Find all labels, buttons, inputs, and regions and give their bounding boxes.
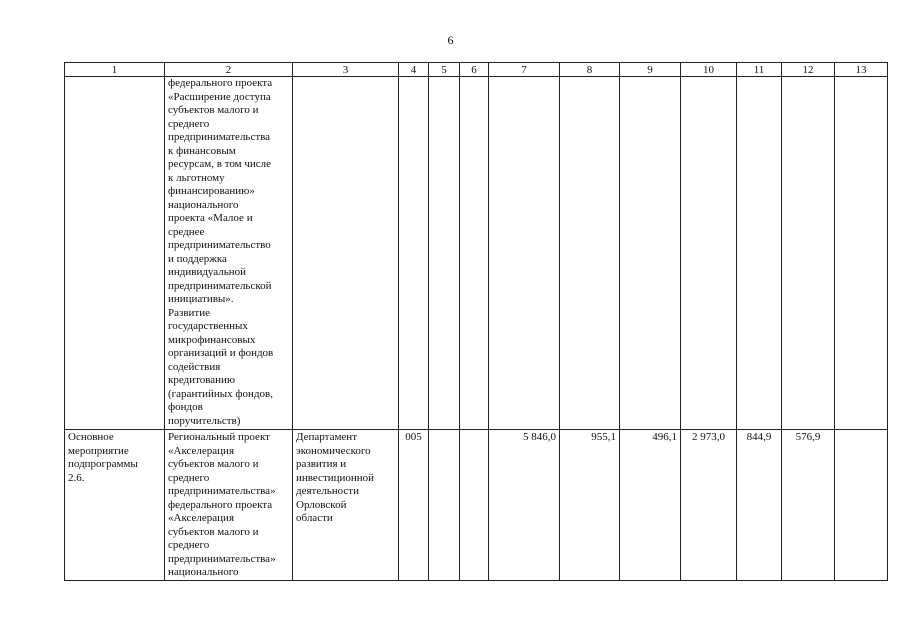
table-cell [293, 77, 399, 430]
header-cell: 5 [429, 63, 460, 77]
table-cell [835, 77, 888, 430]
header-cell: 10 [681, 63, 737, 77]
table-row [65, 77, 888, 430]
table-cell [429, 77, 460, 430]
header-cell: 6 [460, 63, 489, 77]
table-cell: 2 973,0 [681, 430, 737, 581]
table-row [65, 430, 888, 581]
table-cell [429, 430, 460, 581]
table-cell [681, 77, 737, 430]
table-cell [835, 430, 888, 581]
header-cell: 2 [165, 63, 293, 77]
header-cell: 13 [835, 63, 888, 77]
table-cell [560, 77, 620, 430]
header-cell: 11 [737, 63, 782, 77]
table-cell: Департамент экономического развития и инвестиционной деятельности Орловской области [293, 430, 399, 581]
table-cell: 5 846,0 [489, 430, 560, 581]
table-cell [620, 77, 681, 430]
table-cell: 844,9 [737, 430, 782, 581]
table-cell [399, 77, 429, 430]
page-number: 6 [447, 33, 454, 47]
table-cell [737, 77, 782, 430]
table-cell [782, 77, 835, 430]
table-cell: Региональный проект «Акселерация субъектов малого и среднего предпринимательства» федерального проекта «Акселерация субъектов малого и среднего предпринимательства» национального [165, 430, 293, 581]
header-cell: 8 [560, 63, 620, 77]
table-cell [65, 77, 165, 430]
budget-table [64, 62, 888, 581]
table-cell [489, 77, 560, 430]
table-cell: 005 [399, 430, 429, 581]
table-cell: федерального проекта «Расширение доступа субъектов малого и среднего предпринимательства к финансовым ресурсам, в том числе к льготному финансированию» национального проекта «Малое и среднее предпринимательство и поддержка индивидуальной предпринимательской инициативы». Развитие государственных микрофинансовых организаций и фондов содействия кредитованию (гарантийных фондов, фондов поручительств) [165, 77, 293, 430]
header-cell: 1 [65, 63, 165, 77]
header-cell: 9 [620, 63, 681, 77]
header-cell: 4 [399, 63, 429, 77]
header-cell: 7 [489, 63, 560, 77]
table-cell [460, 430, 489, 581]
table-cell: 576,9 [782, 430, 835, 581]
table-cell [460, 77, 489, 430]
table-cell: 496,1 [620, 430, 681, 581]
table-cell: Основное мероприятие подпрограммы 2.6. [65, 430, 165, 581]
table-header-row [65, 63, 888, 77]
header-cell: 12 [782, 63, 835, 77]
table-cell: 955,1 [560, 430, 620, 581]
header-cell: 3 [293, 63, 399, 77]
